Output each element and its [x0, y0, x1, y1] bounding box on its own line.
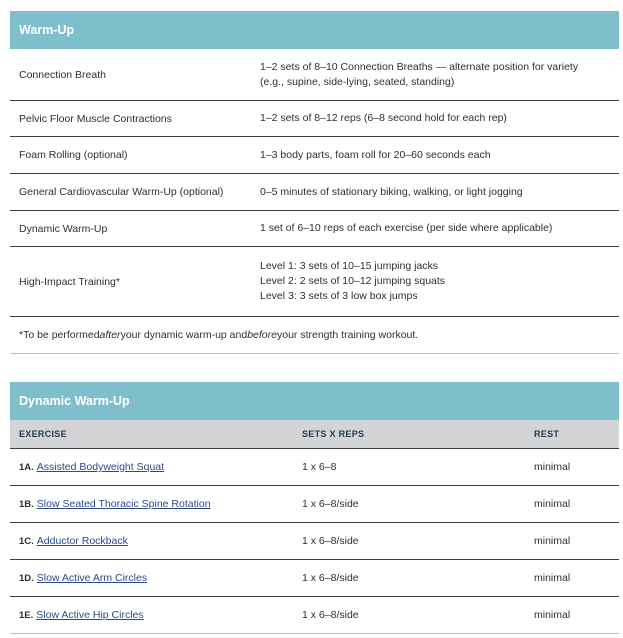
footnote-text: *To be performed [19, 329, 100, 341]
footnote [10, 317, 619, 354]
detail-line: 1–2 sets of 8–10 Connection Breaths — alternate position for variety [260, 60, 579, 73]
footnote-emphasis: before [247, 329, 277, 341]
footnote-emphasis: after [99, 329, 121, 341]
exercise-link[interactable]: Slow Active Hip Circles [36, 609, 144, 621]
table-row [10, 211, 619, 247]
exercise-cell [10, 572, 302, 584]
warmup-item-detail [260, 111, 619, 126]
rest-cell: minimal [534, 461, 571, 473]
detail-line: (e.g., supine, side-lying, seated, standing) [260, 75, 455, 88]
column-header-exercise: EXERCISE [19, 429, 67, 439]
sets-cell: 1 x 6–8/side [302, 498, 359, 510]
exercise-cell [10, 609, 302, 621]
table-row [10, 101, 619, 137]
rest-cell: minimal [534, 572, 571, 584]
warmup-item-name: General Cardiovascular Warm-Up (optional) [19, 186, 224, 198]
exercise-label: 1C. [19, 536, 34, 547]
sets-cell: 1 x 6–8/side [302, 572, 359, 584]
exercise-cell [10, 461, 302, 473]
exercise-label: 1D. [19, 573, 34, 584]
detail-line: Level 1: 3 sets of 10–15 jumping jacks [260, 260, 439, 272]
warmup-item-name: Pelvic Floor Muscle Contractions [19, 112, 172, 125]
detail-line: Level 2: 2 sets of 10–12 jumping squats [260, 275, 446, 287]
rest-cell: minimal [534, 498, 571, 510]
detail-line: 1–3 body parts, foam roll for 20–60 seconds each [260, 148, 491, 161]
table-row [10, 486, 619, 523]
warmup-item-detail [260, 60, 619, 90]
rest-cell: minimal [534, 609, 571, 621]
column-header-row [10, 420, 619, 449]
detail-line: Level 3: 3 sets of 3 low box jumps [260, 290, 418, 302]
warmup-item-name: Dynamic Warm-Up [19, 222, 108, 235]
table-row [10, 137, 619, 174]
exercise-link[interactable]: Adductor Rockback [36, 535, 128, 547]
sets-cell: 1 x 6–8/side [302, 535, 359, 547]
table-row [10, 449, 619, 486]
detail-line: 0–5 minutes of stationary biking, walking, or light jogging [260, 185, 523, 198]
warmup-item-detail [260, 185, 619, 200]
dynamic-warmup-table [10, 382, 619, 634]
warmup-item-detail [260, 148, 619, 163]
warmup-table [10, 11, 619, 354]
footnote-text: your strength training workout. [276, 329, 419, 341]
warmup-item-name: High-Impact Training* [19, 275, 120, 288]
footnote-text: your dynamic warm-up and [120, 329, 248, 341]
column-header-sets: SETS X REPS [302, 429, 365, 439]
exercise-link[interactable]: Assisted Bodyweight Squat [36, 461, 165, 473]
warmup-item-name: Connection Breath [19, 68, 106, 81]
column-header-rest: REST [534, 429, 560, 439]
exercise-label: 1A. [19, 462, 34, 473]
warmup-item-detail [260, 259, 619, 304]
detail-line: 1–2 sets of 8–12 reps (6–8 second hold for each rep) [260, 112, 507, 124]
exercise-label: 1B. [19, 499, 34, 510]
warmup-item-detail [260, 221, 619, 236]
exercise-link[interactable]: Slow Seated Thoracic Spine Rotation [36, 498, 211, 510]
exercise-label: 1E. [19, 610, 34, 621]
table-row [10, 174, 619, 211]
table-row [10, 560, 619, 597]
table-row [10, 247, 619, 317]
exercise-link[interactable]: Slow Active Arm Circles [36, 572, 148, 584]
sets-cell: 1 x 6–8/side [302, 609, 359, 621]
sets-cell: 1 x 6–8 [302, 461, 337, 473]
dynamic-title: Dynamic Warm-Up [10, 382, 619, 420]
table-row [10, 523, 619, 560]
exercise-cell [10, 498, 302, 510]
rest-cell: minimal [534, 535, 571, 547]
detail-line: 1 set of 6–10 reps of each exercise (per side where applicable) [260, 222, 553, 234]
warmup-item-name: Foam Rolling (optional) [19, 149, 128, 161]
table-row [10, 49, 619, 101]
warmup-title: Warm-Up [10, 11, 619, 49]
table-row [10, 597, 619, 634]
exercise-cell [10, 535, 302, 547]
